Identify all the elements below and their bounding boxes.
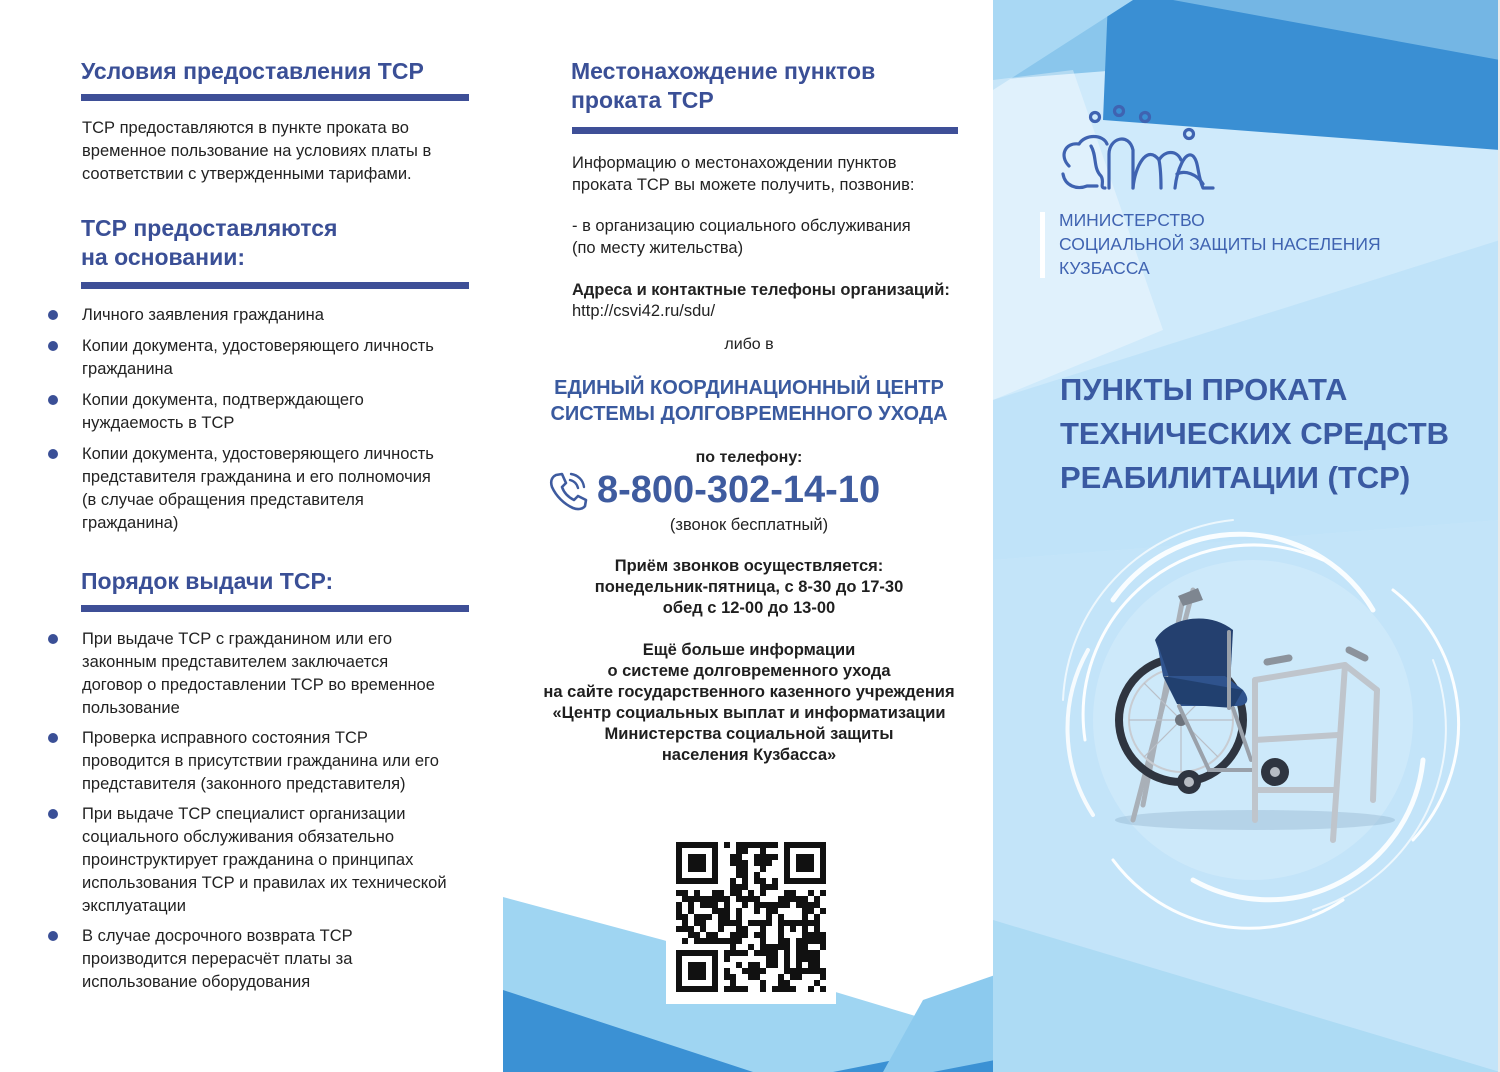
intro-line: проката ТСР вы можете получить, позвонив: — [572, 176, 915, 194]
family-logo-icon — [1057, 104, 1217, 196]
list-item-line: проинструктирует гражданина о принципах — [82, 851, 414, 869]
list-item — [82, 727, 492, 796]
list-item-line: Личного заявления гражданина — [82, 306, 324, 324]
more-line: на сайте государственного казенного учреждения — [543, 683, 955, 701]
bullet-icon — [48, 733, 58, 743]
conditions-line: временное пользование на условиях платы в — [82, 142, 432, 160]
intro-line: Информацию о местонахождении пунктов — [572, 154, 897, 172]
list-item-line: гражданина) — [82, 514, 179, 532]
qr-code[interactable] — [666, 832, 836, 1004]
list-item-line: Копии документа, подтверждающего — [82, 391, 364, 409]
ministry-logo — [1057, 104, 1217, 196]
list-item-line: гражданина — [82, 360, 173, 378]
basis-list — [82, 304, 492, 535]
list-item-line: Копии документа, удостоверяющего личность — [82, 337, 434, 355]
list-item-line: договор о предоставлении ТСР во временное — [82, 676, 435, 694]
phone-icon — [547, 469, 589, 511]
basis-title-line: на основании: — [81, 244, 246, 270]
org-line: (по месту жительства) — [572, 239, 744, 257]
ministry-line: КУЗБАССА — [1059, 258, 1150, 278]
location-title — [571, 57, 875, 115]
list-item-line: представителя гражданина и его полномочия — [82, 468, 431, 486]
list-item-line: использования ТСР и правилах их технической — [82, 874, 447, 892]
ministry-line: МИНИСТЕРСТВО — [1059, 210, 1205, 230]
more-line: Министерства социальной защиты — [604, 725, 894, 743]
location-title-line: Местонахождение пунктов — [571, 58, 876, 84]
list-item — [82, 389, 492, 435]
phone-number: 8-800-302-14-10 — [597, 469, 881, 511]
list-item — [82, 443, 492, 535]
list-item-line: представителя (законного представителя) — [82, 775, 406, 793]
phone-row[interactable] — [547, 467, 967, 513]
list-item-line: социального обслуживания обязательно — [82, 828, 395, 846]
ministry-name-bar — [1040, 212, 1045, 278]
list-item-line: Проверка исправного состояния ТСР — [82, 729, 368, 747]
more-info-text — [503, 640, 995, 766]
bullet-icon — [48, 449, 58, 459]
conditions-text — [82, 117, 492, 186]
list-item-line: В случае досрочного возврата ТСР — [82, 927, 353, 945]
intro-text — [572, 152, 972, 196]
list-item-line: эксплуатации — [82, 897, 186, 915]
addresses-link[interactable]: http://csvi42.ru/sdu/ — [572, 302, 716, 320]
procedure-list — [82, 628, 492, 994]
bullet-icon — [48, 809, 58, 819]
hours-line: Приём звонков осуществляется: — [614, 557, 884, 575]
headline-line: РЕАБИЛИТАЦИИ (ТСР) — [1060, 460, 1411, 495]
addresses-label: Адреса и контактные телефоны организаций: — [572, 281, 950, 299]
list-item-line: нуждаемость в ТСР — [82, 414, 235, 432]
basis-title-line: ТСР предоставляются — [81, 215, 338, 241]
list-item-line: (в случае обращения представителя — [82, 491, 364, 509]
conditions-title: Условия предоставления ТСР — [81, 58, 424, 84]
list-item-line: При выдаче ТСР с гражданином или его — [82, 630, 393, 648]
middle-panel — [503, 0, 995, 1072]
list-item-line: использование оборудования — [82, 973, 311, 991]
cover-headline — [1060, 368, 1449, 500]
list-item-line: При выдаче ТСР специалист организации — [82, 805, 406, 823]
procedure-title: Порядок выдачи ТСР: — [81, 568, 334, 594]
bullet-icon — [48, 634, 58, 644]
ministry-name — [1059, 208, 1381, 280]
hours-text — [503, 556, 995, 619]
hours-line: понедельник-пятница, с 8-30 до 17-30 — [594, 578, 904, 596]
list-item-line: законным представителем заключается — [82, 653, 389, 671]
list-item-line: пользование — [82, 699, 180, 717]
headline-line: ТЕХНИЧЕСКИХ СРЕДСТВ — [1060, 416, 1450, 451]
center-line: ЕДИНЫЙ КООРДИНАЦИОННЫЙ ЦЕНТР — [554, 377, 944, 399]
center-line: СИСТЕМЫ ДОЛГОВРЕМЕННОГО УХОДА — [550, 403, 948, 425]
left-panel — [0, 0, 500, 1072]
hours-line: обед с 12-00 до 13-00 — [662, 599, 836, 617]
bullet-icon — [48, 310, 58, 320]
qr-code-icon — [666, 832, 836, 1004]
more-line: «Центр социальных выплат и информатизации — [552, 704, 946, 722]
more-line: о системе долговременного ухода — [607, 662, 891, 680]
location-rule — [572, 127, 958, 134]
list-item-line: проводится в присутствии гражданина или его — [82, 752, 439, 770]
list-item — [82, 304, 492, 327]
or-text: либо в — [724, 336, 774, 353]
bullet-icon — [48, 395, 58, 405]
basis-title — [81, 214, 337, 272]
bullet-icon — [48, 341, 58, 351]
cover-panel — [993, 0, 1500, 1072]
conditions-line: ТСР предоставляются в пункте проката во — [82, 119, 409, 137]
list-item — [82, 803, 492, 918]
list-item — [82, 335, 492, 381]
list-item — [82, 925, 492, 994]
procedure-rule — [81, 605, 469, 612]
list-item-line: производится перерасчёт платы за — [82, 950, 353, 968]
ministry-line: СОЦИАЛЬНОЙ ЗАЩИТЫ НАСЕЛЕНИЯ — [1059, 234, 1381, 254]
location-title-line: проката ТСР — [571, 87, 714, 113]
org-line: - в организацию социального обслуживания — [572, 217, 911, 235]
conditions-line: соответствии с утвержденными тарифами. — [82, 165, 412, 183]
list-item-line: Копии документа, удостоверяющего личность — [82, 445, 434, 463]
headline-line: ПУНКТЫ ПРОКАТА — [1060, 372, 1348, 407]
coordination-center-title — [503, 375, 995, 427]
phone-note: (звонок бесплатный) — [669, 516, 829, 534]
phone-label: по телефону: — [695, 449, 803, 466]
basis-rule — [81, 282, 469, 289]
more-line: Ещё больше информации — [642, 641, 856, 659]
conditions-rule — [81, 94, 469, 101]
org-text — [572, 215, 972, 259]
list-item — [82, 628, 492, 720]
more-line: населения Кузбасса» — [661, 746, 837, 764]
bullet-icon — [48, 931, 58, 941]
